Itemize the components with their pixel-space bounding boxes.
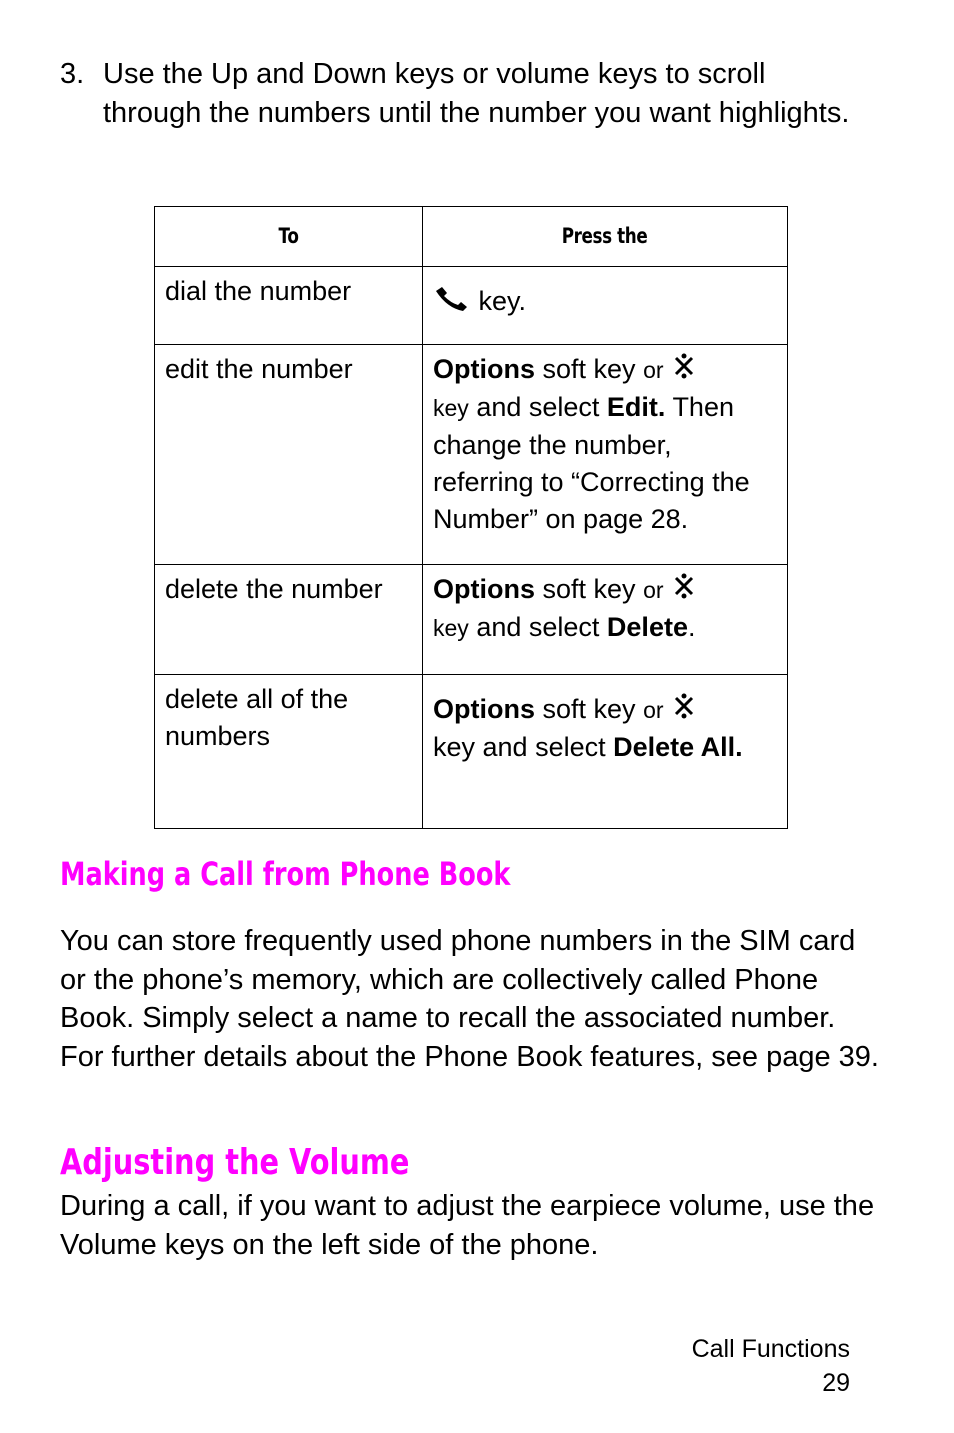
table-row xyxy=(155,675,788,829)
menu-key-icon xyxy=(671,352,697,389)
step-text: Use the Up and Down keys or volume keys to scroll through the numbers until the number you want highlights. xyxy=(103,58,850,129)
table-row xyxy=(155,267,788,345)
send-key-icon xyxy=(433,284,471,322)
chapter-name: Call Functions xyxy=(691,1335,850,1363)
page-number: 29 xyxy=(822,1369,850,1397)
section-heading-volume: Adjusting the Volume xyxy=(60,1142,410,1183)
row-to-cell: delete all of the numbers xyxy=(155,675,423,829)
header-to: To xyxy=(155,207,423,267)
row-press-cell xyxy=(423,267,788,345)
page-footer xyxy=(692,1332,850,1400)
row-press-cell: Options soft key or key and select Edit. Then change the number, referring to “Correcting the Number” on page 28. xyxy=(423,345,788,565)
menu-key-icon xyxy=(671,572,697,609)
section-body-volume: During a call, if you want to adjust the earpiece volume, use the Volume keys on the left side of the phone. xyxy=(60,1190,875,1261)
header-press-the: Press the xyxy=(423,207,788,267)
table-row xyxy=(155,345,788,565)
table-row xyxy=(155,565,788,675)
row-press-cell: Options soft key or key and select Delete All. xyxy=(423,675,788,829)
row-press-cell: Options soft key or key and select Delete. xyxy=(423,565,788,675)
key-label: key. xyxy=(478,286,527,316)
menu-key-icon xyxy=(671,692,697,729)
section-heading-phone-book: Making a Call from Phone Book xyxy=(60,855,511,893)
key-table xyxy=(154,206,788,829)
row-to-cell: delete the number xyxy=(155,565,423,675)
row-to-cell: edit the number xyxy=(155,345,423,565)
row-to-cell: dial the number xyxy=(155,267,423,345)
table-header-row xyxy=(155,207,788,267)
step-number: 3. xyxy=(60,58,85,90)
section-body-phone-book: You can store frequently used phone numbers in the SIM card or the phone’s memory, which are collectively called Phone Book. Simply select a name to recall the associated number. For further details about the Phone Book features, see page 39. xyxy=(60,925,879,1073)
